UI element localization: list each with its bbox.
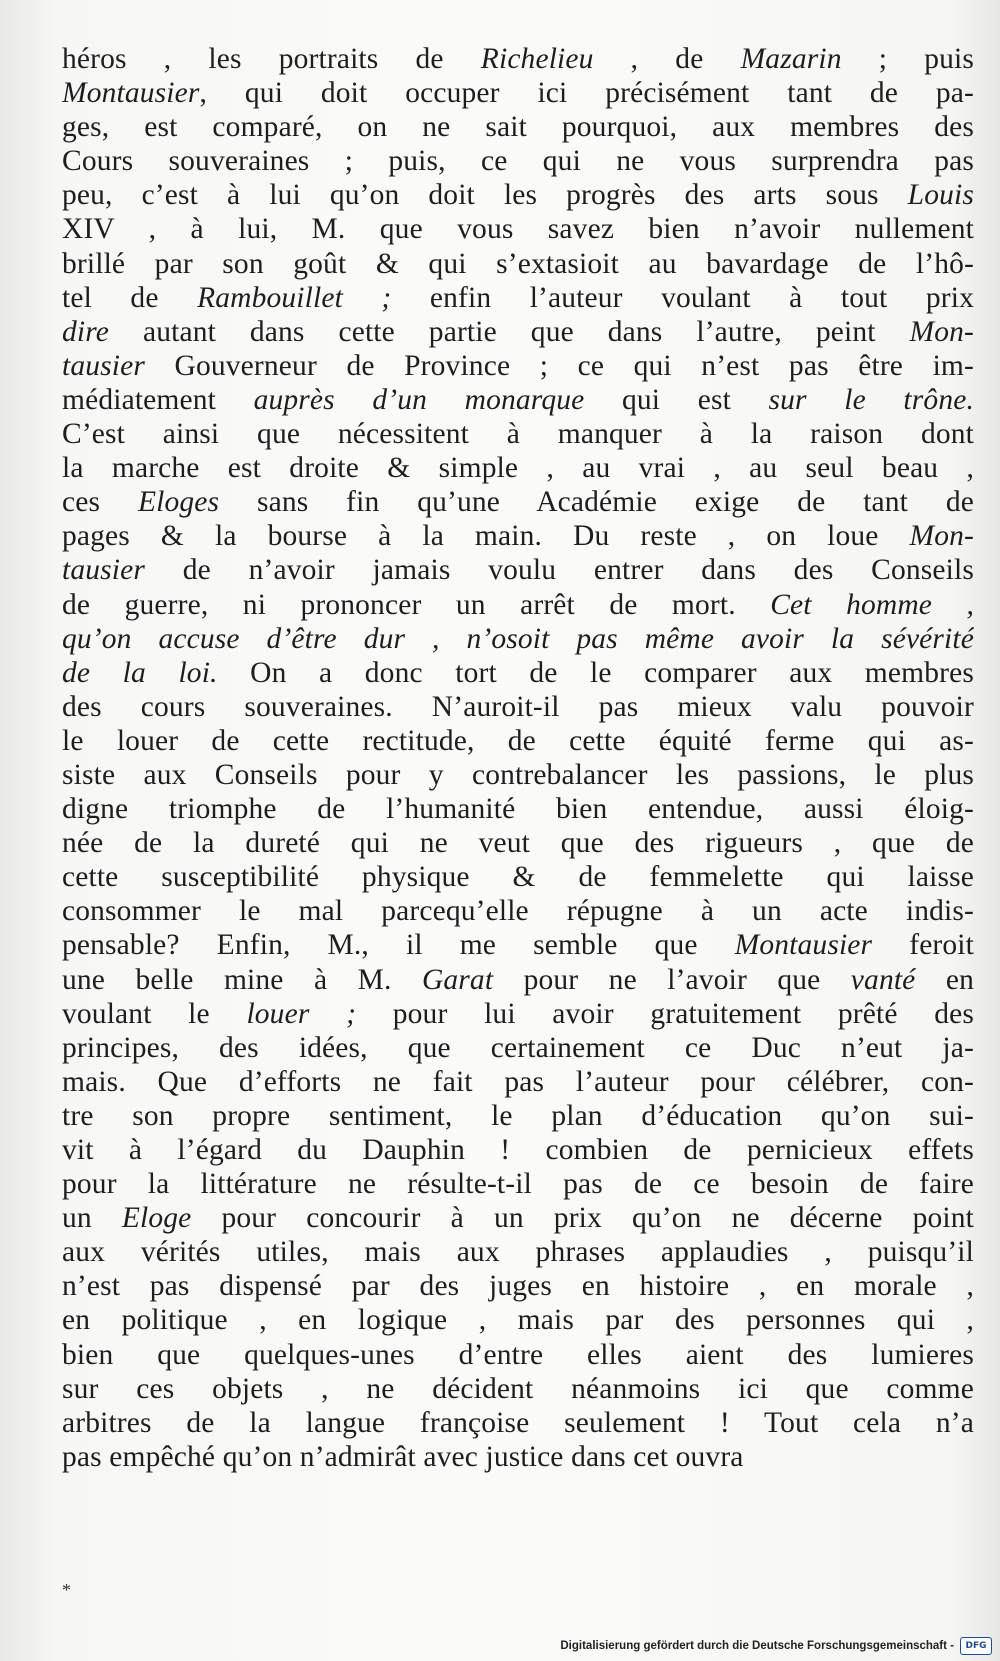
text-line <box>62 1372 974 1406</box>
text-line <box>62 76 974 110</box>
text-segment: , qui doit occuper ici précisément tant de pa- <box>199 77 974 110</box>
text-segment: cette susceptibilité physique & de femmelette qui laisse <box>62 861 974 894</box>
digitization-footer <box>560 1635 992 1657</box>
text-segment: tel de <box>62 281 198 314</box>
text-segment: un <box>62 1202 122 1235</box>
text-line <box>62 1133 974 1167</box>
text-segment: bien que quelques-unes d’entre elles aient des lumieres <box>62 1338 974 1371</box>
text-line <box>62 860 974 894</box>
text-line <box>62 826 974 860</box>
dfg-logo-icon: DFG <box>960 1637 992 1655</box>
italic-text: auprès d’un monarque <box>253 383 585 416</box>
text-segment: pour concourir à un prix qu’on ne décerne point <box>191 1202 974 1235</box>
text-segment: n’est pas dispensé par des juges en histoire , en morale , <box>62 1270 974 1303</box>
text-line <box>62 178 974 212</box>
text-line <box>62 1440 974 1474</box>
text-segment: héros , les portraits de <box>62 43 481 75</box>
text-line <box>62 792 974 826</box>
text-line <box>62 281 974 315</box>
text-line <box>62 656 974 690</box>
italic-text: Mon- <box>909 520 974 553</box>
signature-mark: * <box>62 1580 71 1600</box>
text-line <box>62 110 974 144</box>
italic-text: Montausier <box>62 77 200 110</box>
text-line <box>62 485 974 519</box>
text-segment: mais. Que d’efforts ne fait pas l’auteur pour célébrer, con- <box>62 1065 974 1098</box>
text-segment: pas empêché qu’on n’admirât avec justice dans cet ouvra <box>62 1440 744 1473</box>
text-segment: autant dans cette partie que dans l’autre, peint <box>109 315 910 348</box>
text-segment: médiatement <box>62 383 254 416</box>
text-segment: aux vérités utiles, mais aux phrases applaudies , puisqu’il <box>62 1236 974 1269</box>
text-line <box>62 1031 974 1065</box>
text-segment: une belle mine à M. <box>62 963 422 996</box>
text-segment: , de <box>593 43 741 75</box>
text-segment: principes, des idées, que certainement ce Duc n’eut ja- <box>62 1031 974 1064</box>
text-segment: Cours souveraines ; puis, ce qui ne vous surprendra pas <box>62 145 974 178</box>
text-line <box>62 451 974 485</box>
italic-text: Richelieu <box>480 43 594 75</box>
text-line <box>62 963 974 997</box>
text-line <box>62 724 974 758</box>
text-segment: de guerre, ni prononcer un arrêt de mort. <box>62 588 771 621</box>
italic-text: Mazarin <box>740 43 842 75</box>
italic-text: tausier <box>62 349 145 382</box>
text-segment: On a donc tort de le comparer aux membres <box>217 656 974 689</box>
digitization-credit: Digitalisierung gefördert durch die Deutsche Forschungsgemeinschaft - <box>560 1640 954 1652</box>
italic-text: de la loi. <box>62 656 218 689</box>
text-segment: de n’avoir jamais voulu entrer dans des Conseils <box>145 554 974 587</box>
italic-text: Montausier <box>734 929 873 962</box>
text-line <box>62 247 974 281</box>
text-line <box>62 690 974 724</box>
text-line <box>62 553 974 587</box>
text-line <box>62 212 974 246</box>
text-line <box>62 1065 974 1099</box>
text-line <box>62 997 974 1031</box>
italic-text: vanté <box>850 963 916 996</box>
text-segment: pensable? Enfin, M., il me semble que <box>62 929 735 962</box>
italic-text: dire <box>62 315 110 348</box>
text-segment: enfin l’auteur voulant à tout prix <box>391 281 974 314</box>
text-segment: arbitres de la langue françoise seulement ! Tout cela n’a <box>62 1406 974 1439</box>
text-line <box>62 1201 974 1235</box>
text-segment: la marche est droite & simple , au vrai , au seul beau , <box>62 452 974 485</box>
text-line <box>62 42 974 76</box>
text-line <box>62 1269 974 1303</box>
italic-text: louer ; <box>246 997 357 1030</box>
text-segment: XIV , à lui, M. que vous savez bien n’avoir nullement <box>62 213 974 246</box>
italic-text: tausier <box>62 554 145 587</box>
text-line <box>62 1099 974 1133</box>
text-line <box>62 315 974 349</box>
italic-text: Cet homme , <box>770 588 974 621</box>
text-line <box>62 758 974 792</box>
text-segment: sans fin qu’une Académie exige de tant de <box>219 486 974 519</box>
italic-text: Eloges <box>137 486 220 519</box>
text-segment: Gouverneur de Province ; ce qui n’est pas être im- <box>145 349 974 382</box>
italic-text: Rambouillet ; <box>197 281 392 314</box>
italic-text: Mon- <box>909 315 974 348</box>
text-line <box>62 1167 974 1201</box>
text-segment: vit à l’égard du Dauphin ! combien de pernicieux effets <box>62 1134 974 1166</box>
text-segment: ges, est comparé, on ne sait pourquoi, aux membres des <box>62 111 974 144</box>
text-line <box>62 894 974 928</box>
italic-text: sur le trône. <box>768 383 974 416</box>
text-line <box>62 588 974 622</box>
text-segment: consommer le mal parcequ’elle répugne à un acte indis- <box>62 895 974 928</box>
text-segment: des cours souveraines. N’auroit-il pas mieux valu pouvoir <box>62 690 974 723</box>
text-segment: ces <box>62 486 138 519</box>
text-line <box>62 1338 974 1372</box>
text-line <box>62 928 974 962</box>
text-segment: ; puis <box>841 43 974 75</box>
body-text <box>62 42 974 1474</box>
text-segment: digne triomphe de l’humanité bien entendue, aussi éloig- <box>62 793 974 826</box>
text-segment: siste aux Conseils pour y contrebalancer les passions, le plus <box>62 758 974 791</box>
text-segment: qui est <box>584 383 769 416</box>
italic-text: Eloge <box>121 1202 192 1235</box>
text-segment: pour ne l’avoir que <box>493 963 851 996</box>
text-segment: pour la littérature ne résulte-t-il pas de ce besoin de faire <box>62 1168 974 1201</box>
text-segment: en <box>915 963 974 996</box>
italic-text: Louis <box>907 179 974 212</box>
text-segment: tre son propre sentiment, le plan d’éducation qu’on sui- <box>62 1099 974 1132</box>
text-line <box>62 417 974 451</box>
text-segment: en politique , en logique , mais par des personnes qui , <box>62 1304 974 1337</box>
text-segment: sur ces objets , ne décident néanmoins ici que comme <box>62 1372 974 1405</box>
text-line <box>62 144 974 178</box>
text-line <box>62 519 974 553</box>
text-segment: C’est ainsi que nécessitent à manquer à la raison dont <box>62 418 974 451</box>
text-segment: brillé par son goût & qui s’extasioit au bavardage de l’hô- <box>62 247 974 280</box>
text-line <box>62 1303 974 1337</box>
text-line <box>62 622 974 656</box>
text-segment: le louer de cette rectitude, de cette équité ferme qui as- <box>62 724 974 757</box>
text-segment: pages & la bourse à la main. Du reste , on loue <box>62 520 910 553</box>
text-segment: née de la dureté qui ne veut que des rigueurs , que de <box>62 827 974 860</box>
text-line <box>62 1406 974 1440</box>
italic-text: Garat <box>421 963 494 996</box>
text-segment: voulant le <box>62 997 247 1030</box>
text-segment: feroit <box>872 929 974 962</box>
text-line <box>62 1235 974 1269</box>
text-segment: pour lui avoir gratuitement prêté des <box>356 997 974 1030</box>
text-line <box>62 383 974 417</box>
italic-text: qu’on accuse d’être dur , n’osoit pas même avoir la sévérité <box>62 622 974 655</box>
text-line <box>62 349 974 383</box>
text-segment: peu, c’est à lui qu’on doit les progrès des arts sous <box>62 179 908 212</box>
